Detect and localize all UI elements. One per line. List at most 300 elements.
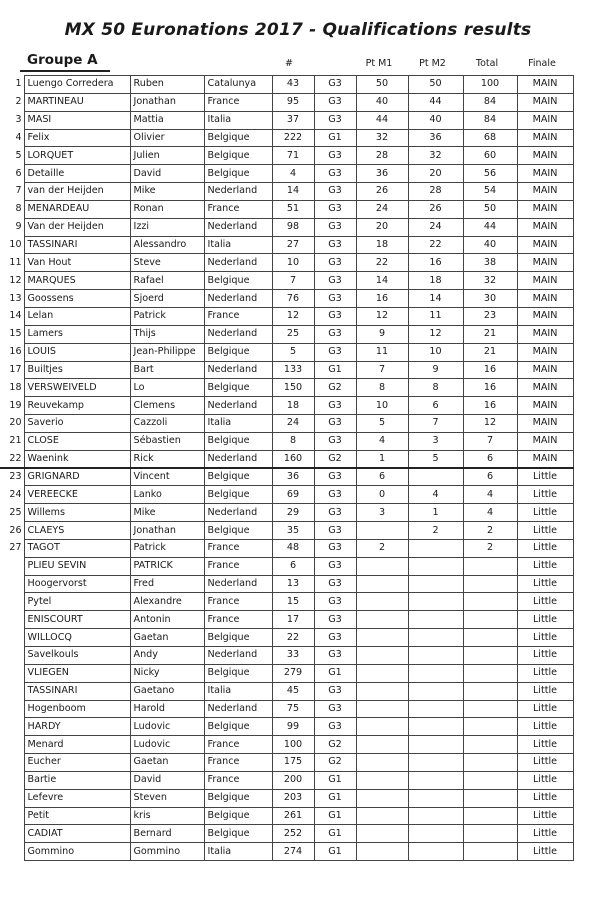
cell-pt-m1 — [356, 611, 408, 629]
cell-country: Italia — [204, 236, 272, 254]
cell-race-number: 4 — [272, 165, 314, 183]
cell-country: Belgique — [204, 522, 272, 540]
cell-total: 40 — [463, 236, 517, 254]
cell-pt-m2: 16 — [408, 254, 463, 272]
cell-race-number: 76 — [272, 290, 314, 308]
cell-last-name: PLIEU SEVIN — [24, 557, 130, 575]
table-row — [0, 379, 573, 397]
cell-country: Belgique — [204, 807, 272, 825]
cell-pt-m2: 10 — [408, 343, 463, 361]
cell-pt-m1 — [356, 664, 408, 682]
table-row — [0, 290, 573, 308]
table-row — [0, 93, 573, 111]
cell-class: G2 — [314, 736, 356, 754]
cell-pt-m2: 11 — [408, 307, 463, 325]
cell-total — [463, 754, 517, 772]
cell-finale: Little — [517, 468, 573, 486]
cell-rank: 22 — [0, 450, 24, 468]
cell-class: G1 — [314, 129, 356, 147]
cell-pt-m1 — [356, 718, 408, 736]
cell-rank: 27 — [9, 542, 22, 554]
cell-first-name: Rick — [130, 450, 204, 468]
cell-pt-m1 — [356, 754, 408, 772]
cell-finale: Little — [517, 504, 573, 522]
cell-rank — [0, 575, 24, 593]
cell-pt-m1: 26 — [356, 183, 408, 201]
cell-finale: Little — [517, 807, 573, 825]
cell-last-name: Van Hout — [24, 254, 130, 272]
cell-last-name: Van der Heijden — [24, 218, 130, 236]
cell-last-name: Lelan — [24, 307, 130, 325]
table-row — [0, 611, 573, 629]
cell-class: G3 — [314, 165, 356, 183]
cell-pt-m1: 22 — [356, 254, 408, 272]
cell-country: Belgique — [204, 486, 272, 504]
cell-class: G3 — [314, 147, 356, 165]
cell-last-name: Hogenboom — [24, 700, 130, 718]
cell-first-name: Izzi — [130, 218, 204, 236]
cell-finale: Little — [517, 539, 573, 557]
cell-last-name: GRIGNARD — [24, 468, 130, 486]
cell-pt-m1: 44 — [356, 111, 408, 129]
cell-pt-m2: 12 — [408, 325, 463, 343]
cell-race-number: 10 — [272, 254, 314, 272]
cell-first-name: Thijs — [130, 325, 204, 343]
cell-finale: MAIN — [517, 254, 573, 272]
cell-finale: Little — [517, 522, 573, 540]
cell-first-name: Rafael — [130, 272, 204, 290]
cell-race-number: 35 — [272, 522, 314, 540]
cell-race-number: 48 — [272, 539, 314, 557]
cell-pt-m1 — [356, 557, 408, 575]
table-row — [0, 236, 573, 254]
cell-class: G1 — [314, 843, 356, 861]
cell-rank — [0, 664, 24, 682]
table-row — [0, 343, 573, 361]
cell-country: Catalunya — [204, 76, 272, 94]
cell-rank — [0, 629, 24, 647]
cell-last-name: Eucher — [24, 754, 130, 772]
table-row — [0, 450, 573, 468]
cell-race-number: 133 — [272, 361, 314, 379]
cell-finale: Little — [517, 682, 573, 700]
cell-pt-m2: 22 — [408, 236, 463, 254]
cell-rank: 14 — [9, 310, 22, 322]
cell-last-name: MARQUES — [24, 272, 130, 290]
table-row — [0, 432, 573, 450]
cell-pt-m2: 5 — [408, 450, 463, 468]
cell-first-name: Gaetan — [130, 629, 204, 647]
cell-finale: MAIN — [517, 76, 573, 94]
cell-country: France — [204, 539, 272, 557]
cell-last-name: TAGOT — [24, 539, 130, 557]
cell-race-number: 150 — [272, 379, 314, 397]
cell-last-name: Bartie — [24, 771, 130, 789]
cell-pt-m2 — [408, 557, 463, 575]
cell-race-number: 22 — [272, 629, 314, 647]
cell-total: 4 — [463, 504, 517, 522]
cell-class: G3 — [314, 504, 356, 522]
table-row — [0, 272, 573, 290]
cell-first-name: Ludovic — [130, 736, 204, 754]
cell-total: 21 — [463, 343, 517, 361]
cell-finale: MAIN — [517, 343, 573, 361]
cell-pt-m1 — [356, 522, 408, 540]
cell-total — [463, 789, 517, 807]
table-row — [0, 218, 573, 236]
table-row — [0, 629, 573, 647]
cell-race-number: 13 — [272, 575, 314, 593]
cell-race-number: 252 — [272, 825, 314, 843]
cell-country: Nederland — [204, 290, 272, 308]
cell-class: G3 — [314, 682, 356, 700]
cell-rank: 6 — [15, 167, 22, 179]
cell-rank — [0, 718, 24, 736]
cell-last-name: Saverio — [24, 415, 130, 433]
cell-race-number: 15 — [272, 593, 314, 611]
cell-last-name: Reuvekamp — [24, 397, 130, 415]
cell-pt-m2 — [408, 593, 463, 611]
cell-last-name: Pytel — [24, 593, 130, 611]
cell-pt-m1: 3 — [356, 504, 408, 522]
cell-class: G1 — [314, 771, 356, 789]
cell-pt-m1 — [356, 700, 408, 718]
cell-race-number: 160 — [272, 450, 314, 468]
cell-total: 7 — [463, 432, 517, 450]
cell-country: Belgique — [204, 432, 272, 450]
cell-last-name: VEREECKE — [24, 486, 130, 504]
cell-total: 56 — [463, 165, 517, 183]
cell-pt-m2: 3 — [408, 432, 463, 450]
cell-class: G3 — [314, 522, 356, 540]
cell-total: 30 — [463, 290, 517, 308]
cell-last-name: Hoogervorst — [24, 575, 130, 593]
cell-race-number: 7 — [272, 272, 314, 290]
cell-pt-m1: 11 — [356, 343, 408, 361]
cell-country: Nederland — [204, 647, 272, 665]
cell-class: G1 — [314, 789, 356, 807]
cell-first-name: Gaetano — [130, 682, 204, 700]
cell-pt-m1 — [356, 771, 408, 789]
cell-rank: 5 — [15, 149, 22, 161]
cell-finale: MAIN — [517, 165, 573, 183]
cell-class: G3 — [314, 307, 356, 325]
cell-first-name: Ludovic — [130, 718, 204, 736]
cell-race-number: 274 — [272, 843, 314, 861]
cell-last-name: Savelkouls — [24, 647, 130, 665]
cell-total — [463, 593, 517, 611]
cell-finale: MAIN — [517, 397, 573, 415]
cell-pt-m1: 50 — [356, 76, 408, 94]
cell-class: G1 — [314, 807, 356, 825]
cell-pt-m2: 2 — [408, 522, 463, 540]
cell-race-number: 95 — [272, 93, 314, 111]
cell-pt-m1 — [356, 843, 408, 861]
cell-finale: Little — [517, 629, 573, 647]
cell-rank: 26 — [9, 524, 22, 536]
cell-rank — [0, 789, 24, 807]
cell-pt-m2: 9 — [408, 361, 463, 379]
cell-total: 38 — [463, 254, 517, 272]
cell-country: Italia — [204, 111, 272, 129]
cell-class: G1 — [314, 825, 356, 843]
table-row — [0, 486, 573, 504]
cell-rank: 2 — [15, 96, 22, 108]
cell-total — [463, 771, 517, 789]
cell-total — [463, 843, 517, 861]
cell-class: G3 — [314, 183, 356, 201]
cell-pt-m2 — [408, 647, 463, 665]
cell-pt-m2: 4 — [408, 486, 463, 504]
header-pt-m1: Pt M1 — [365, 58, 393, 69]
cell-last-name: Lamers — [24, 325, 130, 343]
cell-race-number: 6 — [272, 557, 314, 575]
cell-rank: 7 — [15, 185, 22, 197]
cell-rank: 13 — [9, 292, 22, 304]
cell-rank — [0, 647, 24, 665]
cell-race-number: 203 — [272, 789, 314, 807]
table-row — [0, 254, 573, 272]
cell-race-number: 33 — [272, 647, 314, 665]
cell-first-name: Sébastien — [130, 432, 204, 450]
cell-first-name: Steven — [130, 789, 204, 807]
cell-country: Belgique — [204, 343, 272, 361]
cell-finale: MAIN — [517, 450, 573, 468]
cell-class: G3 — [314, 218, 356, 236]
cell-total: 2 — [463, 539, 517, 557]
cell-total: 6 — [463, 468, 517, 486]
cell-last-name: WILLOCQ — [24, 629, 130, 647]
cell-last-name: VERSWEIVELD — [24, 379, 130, 397]
results-table — [0, 75, 574, 861]
cell-finale: Little — [517, 825, 573, 843]
cell-last-name: MASI — [24, 111, 130, 129]
cell-pt-m2 — [408, 575, 463, 593]
cell-rank: 17 — [9, 363, 22, 375]
cell-total — [463, 611, 517, 629]
cell-country: France — [204, 557, 272, 575]
cell-last-name: Gommino — [24, 843, 130, 861]
cell-race-number: 71 — [272, 147, 314, 165]
header-total: Total — [475, 58, 499, 69]
cell-class: G3 — [314, 76, 356, 94]
table-row — [0, 129, 573, 147]
cell-first-name: Clemens — [130, 397, 204, 415]
cell-country: Belgique — [204, 468, 272, 486]
cell-class: G3 — [314, 236, 356, 254]
table-row — [0, 771, 573, 789]
cell-finale: Little — [517, 593, 573, 611]
cell-race-number: 18 — [272, 397, 314, 415]
table-row — [0, 557, 573, 575]
cell-pt-m2: 50 — [408, 76, 463, 94]
cell-finale: Little — [517, 611, 573, 629]
cell-finale: MAIN — [517, 272, 573, 290]
cell-class: G3 — [314, 718, 356, 736]
cell-pt-m2: 6 — [408, 397, 463, 415]
cell-first-name: Alessandro — [130, 236, 204, 254]
table-row — [0, 789, 573, 807]
cell-finale: Little — [517, 789, 573, 807]
cell-race-number: 37 — [272, 111, 314, 129]
cell-country: France — [204, 736, 272, 754]
cell-class: G3 — [314, 486, 356, 504]
cell-rank — [0, 771, 24, 789]
cell-first-name: Nicky — [130, 664, 204, 682]
cell-country: Belgique — [204, 129, 272, 147]
cell-class: G3 — [314, 647, 356, 665]
cell-pt-m2 — [408, 664, 463, 682]
cell-total: 84 — [463, 93, 517, 111]
cell-rank: 15 — [9, 328, 22, 340]
cell-total — [463, 825, 517, 843]
cell-class: G3 — [314, 629, 356, 647]
cell-rank: 19 — [9, 399, 22, 411]
cell-finale: Little — [517, 718, 573, 736]
cell-pt-m2: 14 — [408, 290, 463, 308]
cell-pt-m2 — [408, 682, 463, 700]
table-row — [0, 325, 573, 343]
table-row — [0, 522, 573, 540]
cell-last-name: van der Heijden — [24, 183, 130, 201]
cell-rank — [0, 754, 24, 772]
cell-finale: Little — [517, 664, 573, 682]
cell-rank — [0, 682, 24, 700]
cell-class: G3 — [314, 700, 356, 718]
cell-rank: 1 — [15, 78, 22, 90]
cell-pt-m1: 24 — [356, 200, 408, 218]
cell-last-name: Felix — [24, 129, 130, 147]
cell-class: G2 — [314, 754, 356, 772]
cell-race-number: 12 — [272, 307, 314, 325]
cell-total: 100 — [463, 76, 517, 94]
cell-total: 32 — [463, 272, 517, 290]
cell-pt-m2: 32 — [408, 147, 463, 165]
header-pt-m2: Pt M2 — [419, 58, 446, 69]
cell-first-name: Patrick — [130, 539, 204, 557]
cell-pt-m1: 12 — [356, 307, 408, 325]
cell-country: Nederland — [204, 450, 272, 468]
table-row — [0, 111, 573, 129]
cell-pt-m1: 40 — [356, 93, 408, 111]
cell-finale: MAIN — [517, 432, 573, 450]
cell-country: Italia — [204, 682, 272, 700]
cell-pt-m2 — [408, 539, 463, 557]
cell-finale: MAIN — [517, 361, 573, 379]
cell-pt-m1: 4 — [356, 432, 408, 450]
cell-race-number: 27 — [272, 236, 314, 254]
cell-first-name: Lo — [130, 379, 204, 397]
cell-country: France — [204, 307, 272, 325]
cell-pt-m1: 5 — [356, 415, 408, 433]
cell-class: G3 — [314, 575, 356, 593]
cell-rank: 18 — [9, 381, 22, 393]
cell-rank: 12 — [9, 274, 22, 286]
cell-total: 68 — [463, 129, 517, 147]
cell-rank: 8 — [15, 203, 22, 215]
cell-first-name: Lanko — [130, 486, 204, 504]
cell-pt-m1: 10 — [356, 397, 408, 415]
cell-class: G3 — [314, 111, 356, 129]
cell-finale: MAIN — [517, 111, 573, 129]
cell-rank — [0, 700, 24, 718]
cell-class: G3 — [314, 254, 356, 272]
cell-pt-m1: 28 — [356, 147, 408, 165]
cell-rank — [0, 807, 24, 825]
cell-country: Belgique — [204, 379, 272, 397]
table-row — [0, 754, 573, 772]
cell-first-name: Bart — [130, 361, 204, 379]
cell-rank: 11 — [9, 256, 22, 268]
cell-pt-m2 — [408, 629, 463, 647]
cell-race-number: 36 — [272, 468, 314, 486]
cell-last-name: LOUIS — [24, 343, 130, 361]
cell-class: G3 — [314, 468, 356, 486]
table-row — [0, 504, 573, 522]
cell-race-number: 5 — [272, 343, 314, 361]
cell-pt-m2 — [408, 468, 463, 486]
cell-first-name: Vincent — [130, 468, 204, 486]
table-row — [0, 664, 573, 682]
cell-last-name: Menard — [24, 736, 130, 754]
cell-total: 60 — [463, 147, 517, 165]
cell-race-number: 45 — [272, 682, 314, 700]
cell-country: Belgique — [204, 664, 272, 682]
table-row — [0, 147, 573, 165]
cell-pt-m1: 18 — [356, 236, 408, 254]
cell-pt-m1: 20 — [356, 218, 408, 236]
table-row — [0, 307, 573, 325]
header-finale: Finale — [528, 58, 556, 69]
cell-finale: MAIN — [517, 325, 573, 343]
cell-last-name: Petit — [24, 807, 130, 825]
table-row — [0, 825, 573, 843]
cell-total — [463, 557, 517, 575]
cell-first-name: Ronan — [130, 200, 204, 218]
table-row — [0, 183, 573, 201]
cell-pt-m1 — [356, 789, 408, 807]
cell-rank: 25 — [9, 506, 22, 518]
cell-total — [463, 629, 517, 647]
cell-total: 6 — [463, 450, 517, 468]
cell-country: Belgique — [204, 629, 272, 647]
group-title: Groupe A — [27, 52, 98, 68]
cell-race-number: 75 — [272, 700, 314, 718]
cell-total — [463, 718, 517, 736]
cell-first-name: Fred — [130, 575, 204, 593]
cell-finale: MAIN — [517, 307, 573, 325]
cell-country: Nederland — [204, 397, 272, 415]
cell-pt-m1: 8 — [356, 379, 408, 397]
cell-country: Belgique — [204, 147, 272, 165]
cell-finale: MAIN — [517, 415, 573, 433]
cell-pt-m2: 8 — [408, 379, 463, 397]
cell-pt-m2: 24 — [408, 218, 463, 236]
cell-finale: Little — [517, 843, 573, 861]
cell-first-name: Jonathan — [130, 522, 204, 540]
cell-rank: 10 — [9, 239, 22, 251]
cell-first-name: Cazzoli — [130, 415, 204, 433]
cell-pt-m2 — [408, 771, 463, 789]
cell-pt-m2 — [408, 754, 463, 772]
table-row — [0, 165, 573, 183]
table-row — [0, 736, 573, 754]
cell-total: 50 — [463, 200, 517, 218]
cell-class: G3 — [314, 200, 356, 218]
cell-pt-m2: 44 — [408, 93, 463, 111]
cell-pt-m2 — [408, 825, 463, 843]
cell-total — [463, 575, 517, 593]
